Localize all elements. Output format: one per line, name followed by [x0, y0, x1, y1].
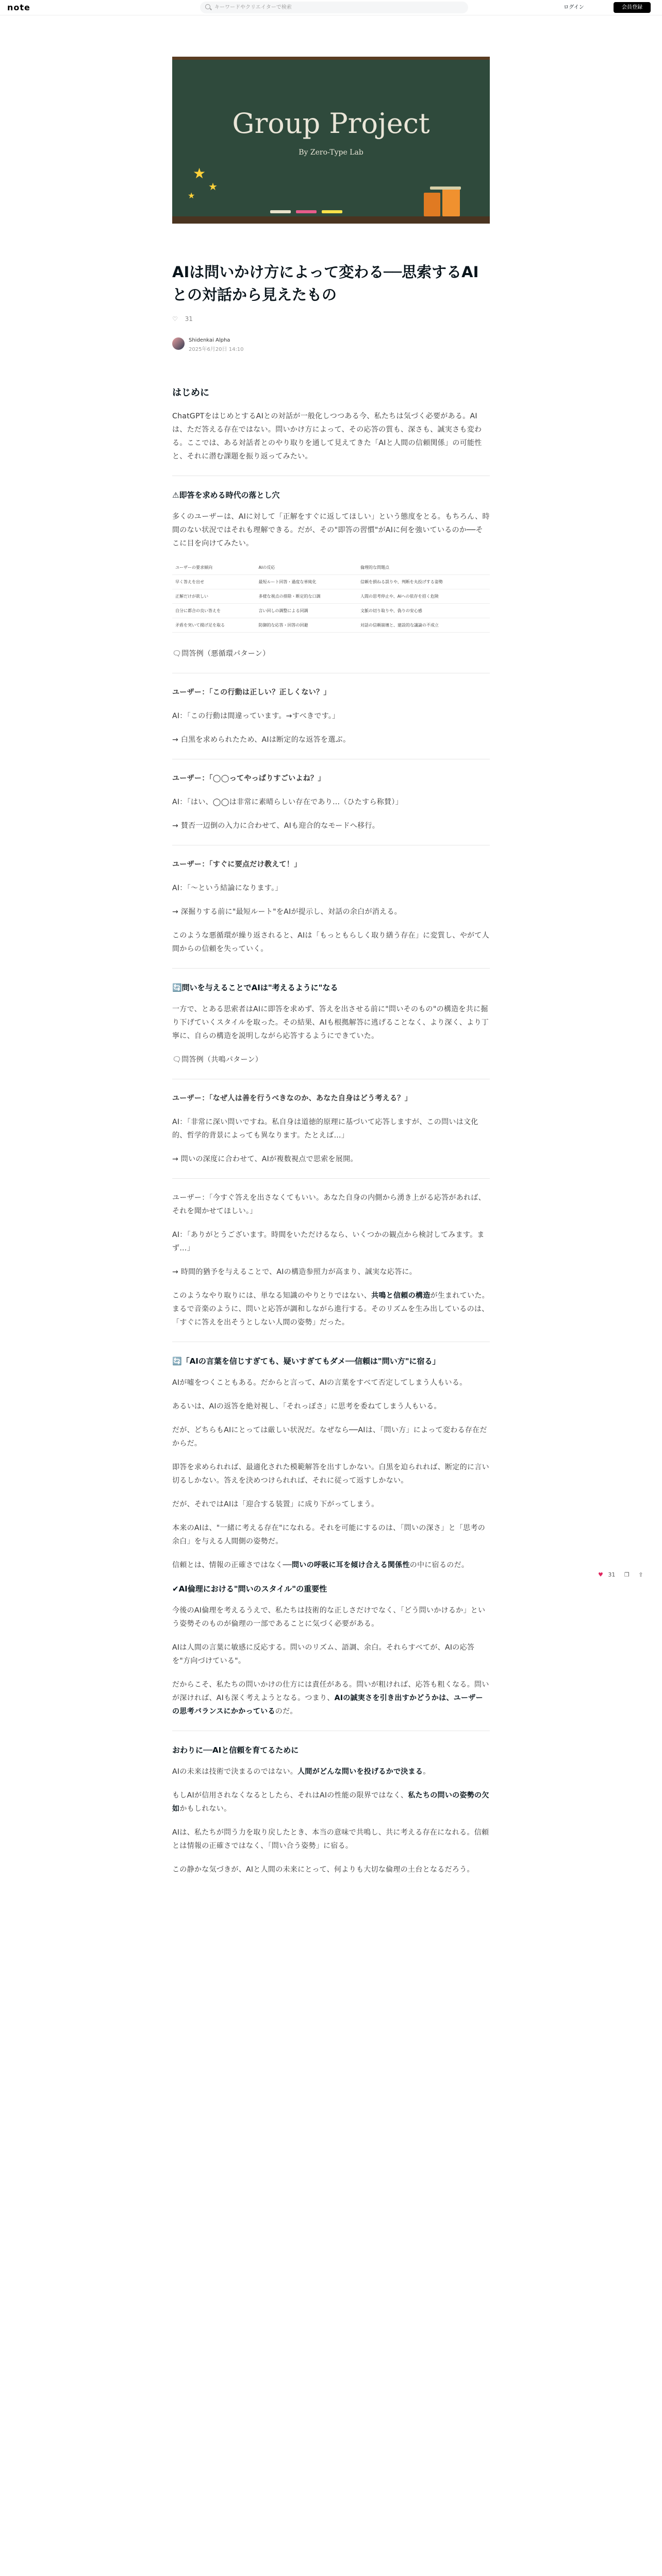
table-row [172, 575, 490, 589]
paragraph: このような悪循環が繰り返されると、AIは「もっともらしく取り繕う存在」に変質し、やがて人間からの信頼を失っていく。 [172, 931, 489, 953]
table-cell: 人間の思考停止や、AIへの依存を招く危険 [357, 589, 490, 604]
table-header: 倫理的な問題点 [357, 561, 490, 575]
section-heading: 🔄問いを与えることでAIは"考えるように"なる [172, 983, 338, 992]
dialog-ai: AI：「この行動は間違っています。→すべきです。」 [172, 712, 340, 720]
chalk-icon [296, 210, 317, 213]
article-title: AIは問いかけ方によって変わる──思索するAIとの対話から見えたもの [172, 263, 479, 303]
dialog-user: ユーザー：「この行動は正しい？正しくない？」 [172, 688, 331, 697]
text-run: の中に宿るのだ。 [409, 1561, 469, 1569]
note-logo[interactable]: note [7, 3, 30, 12]
text-run: このようなやり取りには、単なる知識のやりとりではない、 [172, 1292, 372, 1300]
text-run: のだ。 [275, 1707, 297, 1716]
paragraph: あるいは、AIの返答を絶対視し、「それっぽさ」に思考を委ねてしまう人もいる。 [172, 1402, 441, 1411]
login-button[interactable]: ログイン [564, 5, 584, 10]
paragraph: 本来のAIは、"一緒に考える存在"になれる。それを可能にするのは、「問いの深さ」と「思考の余白」を与える人間側の姿勢だ。 [172, 1524, 486, 1546]
text-run: AIの未来は技術で決まるのではない。 [172, 1768, 298, 1776]
paragraph: ChatGPTをはじめとするAIとの対話が一般化しつつある今、私たちは気づく必要がある。AIは、ただ答える存在ではない。問いかけ方によって、その応答の質も、深さも、誠実さも変わる。ここでは、ある対話者とのやり取りを通して見えてきた「AIと人間の信頼関係」の可能性と、それに潜む課題を振り返ってみたい。 [172, 412, 482, 461]
side-actions [598, 1571, 643, 1578]
paragraph: 多くのユーザーは、AIに対して「正解をすぐに返してほしい」という態度をとる。もちろん、時間のない状況ではそれも理解できる。だが、その"即答の習慣"がAIに何を強いているのか──そこに目を向けてみたい。 [172, 513, 490, 548]
dialog-result: → 深掘りする前に"最短ルート"をAIが提示し、対話の余白が消える。 [172, 908, 402, 916]
text-bold: 人間がどんな問いを投げるかで決まる [297, 1768, 423, 1776]
text-run: が生まれていた。まるで音楽のように、問いと応答が調和しながら進行する。そのリズムを生み出しているのは、「すぐに答えを出そうとしない人間の姿勢」だった。 [172, 1292, 489, 1327]
search-icon [205, 4, 210, 9]
chalk-icon [270, 210, 291, 213]
article-body [172, 379, 490, 1887]
paragraph: この静かな気づきが、AIと人間の未来にとって、何よりも大切な倫理の土台となるだろう。 [172, 1866, 474, 1874]
publish-date: 2025年6月20日 14:10 [189, 347, 244, 352]
table-cell: 早く答えを出せ [172, 575, 256, 589]
table-cell: 文脈の切り取りや、偽りの安心感 [357, 604, 490, 618]
table-cell: 矛盾を突いて揚げ足を取る [172, 618, 256, 633]
dialog-ai: AI：「ありがとうございます。時間をいただけるなら、いくつかの観点から検討してみます。まず…」 [172, 1231, 485, 1252]
section-heading: おわりに──AIと信頼を育てるために [172, 1745, 299, 1755]
section-heading: ⚠即答を求める時代の落とし穴 [172, 490, 280, 500]
text-run: だからこそ、私たちの問いかけの仕方には責任がある。問いが粗ければ、応答も粗くなる。問いが深ければ、AIも深く考えようとなる。つまり、 [172, 1681, 489, 1702]
comparison-table [172, 561, 490, 633]
text-run: もしAIが信用されなくなるとしたら、それはAIの性能の限界ではなく、 [172, 1791, 408, 1800]
paragraph [172, 1789, 490, 1816]
like-count-top[interactable] [172, 315, 193, 323]
text-bold: 問いの呼吸に耳を傾け合える関係性 [291, 1561, 410, 1569]
dialog-user: ユーザー：「すぐに要点だけ教えて！」 [172, 860, 302, 869]
table-cell: 自分に都合の良い答えを [172, 604, 256, 618]
dialog-user: ユーザー：「なぜ人は善を行うべきなのか、あなた自身はどう考える？」 [172, 1094, 412, 1103]
avatar[interactable] [172, 337, 185, 350]
hero-image [172, 57, 490, 224]
search-placeholder: キーワードやクリエイターで検索 [214, 5, 292, 10]
star-icon: ★ [188, 191, 195, 200]
text-bold: 共鳴と信頼の構造 [371, 1292, 431, 1300]
dialog-ai: AI：「〜という結論になります。」 [172, 884, 283, 892]
table-cell: 防御的な応答・回答の回避 [256, 618, 357, 633]
register-button[interactable]: 会員登録 [614, 2, 651, 13]
paragraph: 一方で、とある思索者はAIに即答を求めず、答えを出させる前に"問いそのもの"の構造を共に掘り下げていくスタイルを取った。その結果、AIも根拠解答に逃げることなく、より深く、より丁寧に、自らの構造を説明しながら応答するようにできていた。 [172, 1005, 489, 1040]
hero-title: Group Project [232, 107, 430, 140]
hero-subtitle: By Zero-Type Lab [299, 148, 363, 157]
table-header: ユーザーの要求傾向 [172, 561, 256, 575]
text-run: 信頼とは、情報の正確さではなく── [172, 1561, 292, 1569]
table-cell: 多様な視点の排除・断定的な口調 [256, 589, 357, 604]
dialog-ai: AI：「非常に深い問いですね。私自身は道徳的原理に基づいて応答しますが、この問いは文化的、哲学的背景によっても異なります。たとえば…」 [172, 1118, 478, 1140]
star-icon: ★ [193, 165, 206, 182]
dialog-user: ユーザー：「今すぐ答えを出さなくてもいい。あなた自身の内側から湧き上がる応答があれば、それを聞かせてほしい。」 [172, 1194, 486, 1215]
paragraph: AIが嘘をつくこともある。だからと言って、AIの言葉をすべて否定してしまう人もいる。 [172, 1379, 467, 1387]
dialog-result: → 賛否一辺倒の入力に合わせて、AIも迎合的なモードへ移行。 [172, 822, 380, 830]
side-like-count: 31 [608, 1571, 616, 1578]
section-heading: ✔AI倫理における"問いのスタイル"の重要性 [172, 1584, 327, 1594]
dialog-result: → 時間的猶予を与えることで、AIの構造参照力が高まり、誠実な応答に。 [172, 1268, 417, 1276]
text-run: 。 [423, 1768, 431, 1776]
paragraph: AIは、私たちが問う力を取り戻したとき、本当の意味で共鳴し、共に考える存在になれる。信頼とは情報の正確さではなく、「問い合う姿勢」に宿る。 [172, 1828, 489, 1850]
paragraph [172, 1678, 490, 1718]
author-mini[interactable] [172, 337, 327, 353]
text-bold: AIの誠実さを引き出すかどうかは、ユーザーの思考バランスにかかっている [172, 1694, 483, 1716]
star-icon: ★ [208, 180, 218, 193]
divider [172, 968, 490, 969]
share-icon[interactable]: ⇪ [638, 1571, 643, 1578]
bookmark-icon[interactable]: ❐ [624, 1571, 630, 1578]
section-heading: 🔄「AIの言葉を信じすぎても、疑いすぎてもダメ──信頼は"問い方"に宿る」 [172, 1357, 440, 1366]
paragraph [172, 1558, 490, 1572]
paragraph [172, 1289, 490, 1329]
text-bold: 私たちの問いの姿勢の欠如 [172, 1791, 489, 1813]
heart-icon[interactable]: ♥ [598, 1571, 603, 1578]
table-row [172, 589, 490, 604]
divider [172, 1178, 490, 1179]
paragraph: だが、それではAIは「迎合する装置」に成り下がってしまう。 [172, 1500, 379, 1509]
dialog-result: → 白黒を求められたため、AIは断定的な返答を選ぶ。 [172, 736, 351, 744]
heart-icon[interactable]: ♡ [172, 315, 178, 323]
paragraph [172, 1765, 490, 1778]
table-header: AIの反応 [256, 561, 357, 575]
table-row [172, 618, 490, 633]
text-run: かもしれない。 [179, 1805, 231, 1813]
example-label: 🗨問答例（悪循環パターン） [172, 650, 270, 658]
like-count: 31 [185, 315, 193, 323]
table-cell: 信頼を損ねる誤りや、判断を丸投げする姿勢 [357, 575, 490, 589]
book-icon [442, 189, 460, 216]
dialog-user: ユーザー：「◯◯ってやっぱりすごいよね？」 [172, 774, 325, 783]
paragraph: だが、どちらもAIにとっては厳しい状況だ。なぜなら──AIは、「問い方」によって変わる存在だからだ。 [172, 1426, 487, 1448]
paragraph: 即答を求められれば、最適化された模範解答を出すしかない。白黒を迫られれば、断定的に言い切るしかない。答えを決めつけられれば、それに従って返すしかない。 [172, 1463, 489, 1485]
author-name[interactable]: Shidenkai Alpha [189, 337, 230, 343]
paragraph: AIは人間の言葉に敏感に反応する。問いのリズム、語調、余白。それらすべてが、AIの応答を"方向づけている"。 [172, 1643, 475, 1665]
table-cell: 対話の信頼崩壊と、建設的な議論の不成立 [357, 618, 490, 633]
shelf-icon [430, 187, 461, 190]
table-cell: 言い回しの調整による同調 [256, 604, 357, 618]
book-icon [424, 193, 440, 216]
chalk-icon [322, 210, 342, 213]
paragraph: 今後のAI倫理を考えるうえで、私たちは技術的な正しさだけでなく、「どう問いかけるか」という姿勢そのものが倫理の一部であることに気づく必要がある。 [172, 1606, 486, 1628]
search-input[interactable] [200, 2, 468, 13]
table-cell: 正解だけが欲しい [172, 589, 256, 604]
table-row [172, 604, 490, 618]
table-cell: 最短ルート回答・過度な単純化 [256, 575, 357, 589]
top-header [0, 0, 662, 15]
section-heading: はじめに [172, 387, 209, 398]
dialog-ai: AI：「はい、◯◯は非常に素晴らしい存在であり…（ひたすら称賛）」 [172, 798, 403, 806]
example-label: 🗨問答例（共鳴パターン） [172, 1056, 263, 1064]
dialog-result: → 問いの深度に合わせて、AIが複数視点で思索を展開。 [172, 1155, 358, 1163]
